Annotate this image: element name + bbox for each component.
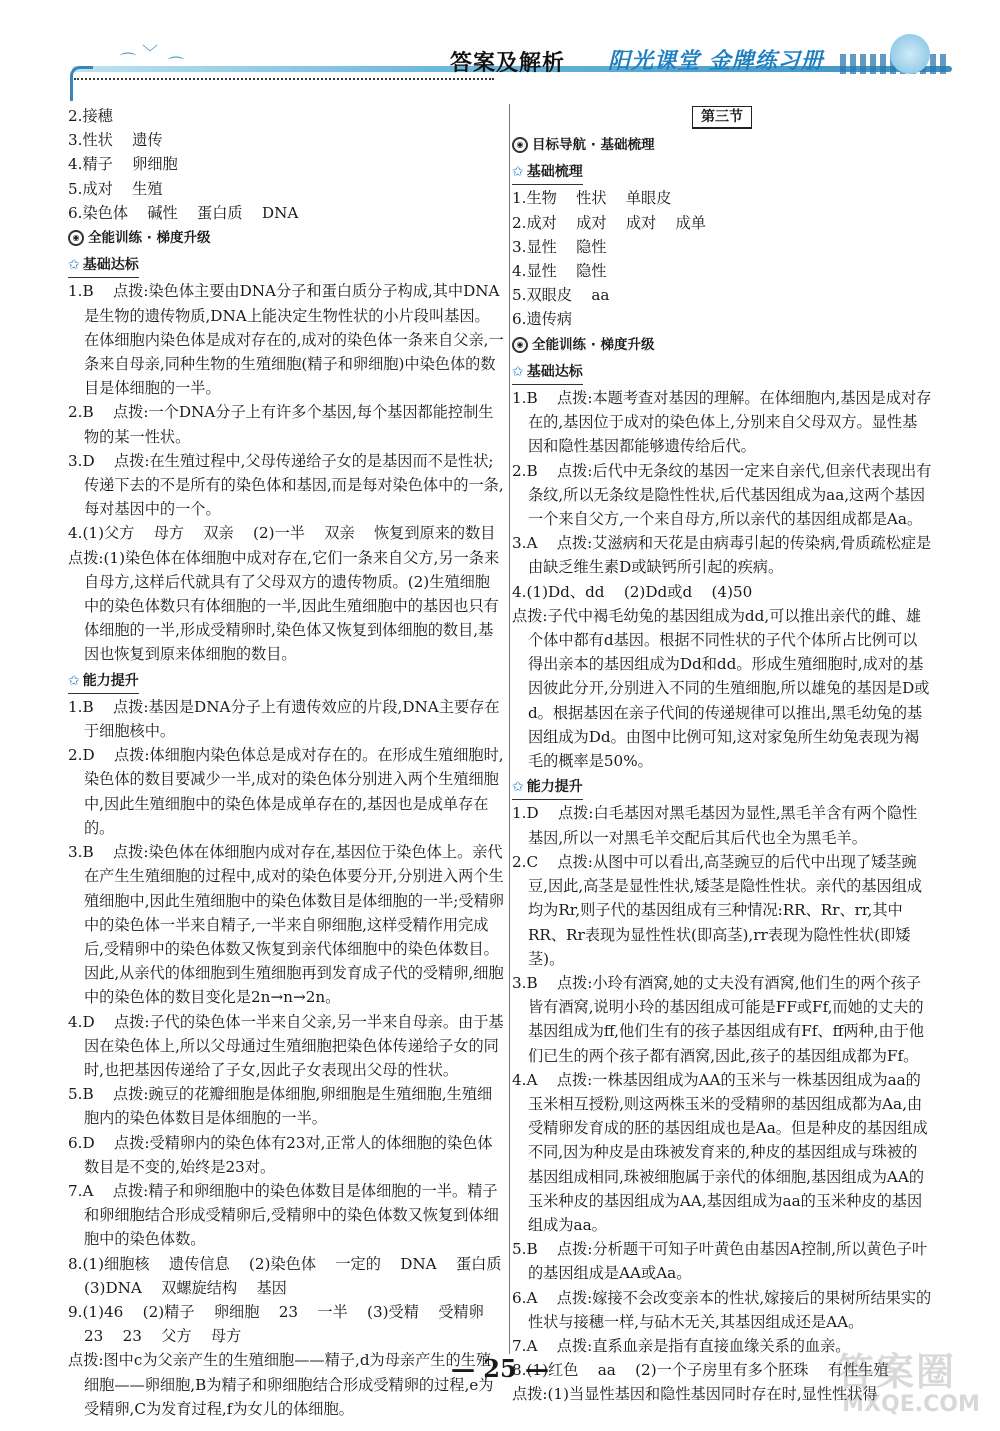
answer-item: 2.成对 成对 成对 成单 [512,213,706,232]
section-title: 第三节 [692,106,752,129]
section-heading-training [68,226,504,250]
bird-icon: ⌒ [120,51,137,70]
answer-explanation: 点拨:子代中褐毛幼兔的基因组成为dd,可以推出亲代的雌、雄个体中都有d基因。根据不同性状的子代个体所占比例可以得出亲本的基因组成为Dd和dd。形成生殖细胞时,成对的基因彼此分开,分别进入不同的生殖细胞,所以雄兔的基因是D或d。根据基因在亲子代间的传递规律可以推出,黑毛幼兔的基因组成为Dd。由图中比例可知,这对家兔所生幼兔表现为褐毛的概率是50%。 [512,606,930,771]
subheading-label: 能力提升 [526,779,583,796]
answer-item: 1.D 点拨:白毛基因对黑毛基因为显性,黑毛羊含有两个隐性基因,所以一对黑毛羊交配后其后代也全为黑毛羊。 [512,804,918,847]
header-dotted-line [74,78,494,80]
answer-explanation: 点拨:(1)染色体在体细胞中成对存在,它们一条来自父方,另一条来自母方,这样后代就具有了父母双方的遗传物质。(2)生殖细胞中的染色体数只有体细胞的一半,因此生殖细胞中的基因也只有体细胞的一半,形成受精卵时,染色体又恢复到体细胞的数目,基因也恢复到原来体细胞的数目。 [68,548,500,664]
answer-item: 2.B 点拨:一个DNA分子上有许多个基因,每个基因都能控制生物的某一性状。 [68,403,494,446]
answer-item: 1.生物 性状 单眼皮 [512,189,672,208]
subheading-review [512,160,583,185]
answer-item: 2.C 点拨:从图中可以看出,高茎豌豆的后代中出现了矮茎豌豆,因此,高茎是显性性状,矮茎是隐性性状。亲代的基因组成均为Rr,则子代的基因组成有三种情况:RR、Rr、rr,其中RR、Rr表现为显性性状(即高茎),rr表现为隐性性状(即矮茎)。 [512,852,923,968]
answer-item: 5.双眼皮 aa [512,286,610,305]
watermark-url: MXQE.COM [842,1392,980,1417]
answer-item: 4.(1)Dd、dd (2)Dd或d (4)50 [512,582,753,601]
answer-item: 3.B 点拨:小玲有酒窝,她的丈夫没有酒窝,他们生的两个孩子皆有酒窝,说明小玲的基因组成可能是FF或Ff,而她的丈夫的基因组成为ff,他们生有的孩子基因组成有Ff、ff两种,由于他们已生的两个孩子都有酒窝,因此,孩子的基因组成都为Ff。 [512,973,925,1065]
star-icon: ✩ [512,779,524,796]
sun-decoration [890,34,930,74]
answer-item: 2.D 点拨:体细胞内染色体总是成对存在的。在形成生殖细胞时,染色体的数目要减少一半,成对的染色体分别进入两个生殖细胞中,因此生殖细胞中的染色体是成单存在的,基因也是成单存在的。 [68,746,504,837]
star-icon: ✩ [68,257,80,274]
subheading-label: 基础达标 [526,363,583,380]
answer-item: 6.A 点拨:嫁接不会改变亲本的性状,嫁接后的果树所结果实的性状与接穗一样,与砧木无关,其基因组成还是AA。 [512,1288,932,1331]
right-column [512,104,932,1407]
left-column [68,104,521,1421]
watermark-logo: 答案圈 [836,1350,957,1394]
answer-item: 5.B 点拨:豌豆的花瓣细胞是体细胞,卵细胞是生殖细胞,生殖细胞内的染色体数目是体细胞的一半。 [68,1085,493,1128]
answer-item: 7.A 点拨:精子和卵细胞中的染色体数目是体细胞的一半。精子和卵细胞结合形成受精卵后,受精卵中的染色体数又恢复到体细胞中的染色体数。 [68,1181,499,1249]
subheading-basic [512,360,583,385]
header-brand: 阳光课堂 金牌练习册 [608,49,824,74]
star-icon: ✩ [512,363,524,380]
subheading-ability [512,775,583,800]
subheading-basic [68,253,139,278]
answer-item: 4.A 点拨:一株基因组成为AA的玉米与一株基因组成为aa的玉米相互授粉,则这两株玉米的受精卵的基因组成都为Aa,由受精卵发育成的胚的基因组成也是Aa。但是种皮的基因组成不同,因为种皮是由珠被发育来的,种皮的基因组成与珠被的基因组成相同,珠被细胞属于亲代的体细胞,基因组成为AA的玉米种皮的基因组成为AA,基因组成为aa的玉米种皮的基因组成为aa。 [512,1070,928,1234]
answer-item: 3.A 点拨:艾滋病和天花是由病毒引起的传染病,骨质疏松症是由缺乏维生素D或缺钙所引起的疾病。 [512,534,932,577]
answer-item: 6.D 点拨:受精卵内的染色体有23对,正常人的体细胞的染色体数目是不变的,始终是23对。 [68,1133,493,1176]
answer-item: 3.性状 遗传 [68,131,163,150]
header-bracket [70,66,93,101]
answer-explanation: 点拨:图中c为父亲产生的生殖细胞——精子,d为母亲产生的生殖细胞——卵细胞,B为精子和卵细胞结合形成受精卵的过程,e为受精卵,C为发育过程,f为女儿的体细胞。 [68,1351,494,1418]
header-title: 答案及解析 [450,51,566,76]
page-header [60,40,960,100]
answer-item: 4.精子 卵细胞 [68,155,178,174]
answer-item: 1.B 点拨:本题考查对基因的理解。在体细胞内,基因是成对存在的,基因位于成对的染色体上,分别来自父母双方。显性基因和隐性基因都能够遗传给后代。 [512,389,932,456]
bird-icon: ﹀ [142,43,159,62]
answer-item: 8.(1)细胞核 遗传信息 (2)染色体 一定的 DNA 蛋白质 (3)DNA 双螺旋结构 基因 [68,1254,521,1297]
column-divider [509,104,510,1354]
answer-explanation: 点拨:(1)当显性基因和隐性基因同时存在时,显性性状得 [512,1385,878,1404]
answer-item: 6.遗传病 [512,310,573,329]
target-icon: ◉ [512,137,528,153]
section-heading-label: 全能训练 · 梯度升级 [532,336,655,353]
answer-item: 5.成对 生殖 [68,179,163,198]
answer-item: 3.B 点拨:染色体在体细胞内成对存在,基因位于染色体上。亲代在产生生殖细胞的过程中,成对的染色体要分开,分别进入两个生殖细胞中,因此生殖细胞中的染色体数目是体细胞的一半;受精卵中的染色体一半来自精子,一半来自卵细胞,这样受精作用完成后,受精卵中的染色体数又恢复到亲代体细胞中的染色体数目。因此,从亲代的体细胞到生殖细胞再到发育成子代的受精卵,细胞中的染色体的数目变化是2n→n→2n。 [68,843,504,1007]
section-heading-label: 目标导航 · 基础梳理 [532,137,655,153]
target-icon: ◉ [68,230,84,246]
star-icon: ✩ [68,672,80,689]
answer-item: 3.D 点拨:在生殖过程中,父母传递给子女的是基因而不是性状;传递下去的不是所有的染色体和基因,而是每对染色体中的一条,每对基因中的一个。 [68,451,504,519]
answer-item: 7.A 点拨:直系血亲是指有直接血缘关系的血亲。 [512,1336,851,1355]
answer-item: 8.(1)红色 aa (2)一个子房里有多个胚珠 有性生殖 [512,1361,889,1380]
answer-item: 9.(1)46 (2)精子 卵细胞 23 一半 (3)受精 受精卵 23 23 父方 母方 [68,1302,504,1346]
answer-item: 4.显性 隐性 [512,262,607,281]
section-heading-label: 全能训练 · 梯度升级 [88,230,211,247]
section-title-wrap [512,104,932,129]
watermark [836,1352,986,1422]
page-number: — 25 — [450,1354,550,1383]
star-icon: ✩ [512,164,524,181]
subheading-ability [68,669,139,694]
subheading-label: 基础梳理 [526,164,583,181]
answer-item: 4.(1)父方 母方 双亲 (2)一半 双亲 恢复到原来的数目 [68,524,496,543]
section-heading-nav [512,133,932,157]
subheading-label: 能力提升 [82,672,139,689]
answer-item: 1.B 点拨:染色体主要由DNA分子和蛋白质分子构成,其中DNA是生物的遗传物质,DNA上能决定生物性状的小片段叫基因。在体细胞内染色体是成对存在的,成对的染色体一条来自父亲,一条来自母亲,同种生物的生殖细胞(精子和卵细胞)中染色体的数目是体细胞的一半。 [68,282,504,398]
answer-item: 6.染色体 碱性 蛋白质 DNA [68,203,299,222]
answer-item: 1.B 点拨:基因是DNA分子上有遗传效应的片段,DNA主要存在于细胞核中。 [68,697,500,741]
answer-item: 5.B 点拨:分析题干可知子叶黄色由基因A控制,所以黄色子叶的基因组成是AA或Aa。 [512,1240,928,1283]
answer-item: 2.B 点拨:后代中无条纹的基因一定来自亲代,但亲代表现出有条纹,所以无条纹是隐性性状,后代基因组成为aa,这两个基因一个来自父方,一个来自母方,所以亲代的基因组成都是Aa。 [512,461,932,529]
section-heading-training [512,333,932,357]
answer-item: 4.D 点拨:子代的染色体一半来自父亲,另一半来自母亲。由于基因在染色体上,所以父母通过生殖细胞把染色体传递给子女的同时,也把基因传递给了子女,因此子女表现出父母的性状。 [68,1012,504,1079]
answer-item: 2.接穗 [68,107,113,125]
bird-icon: ⌒ [168,55,185,74]
answer-item: 3.显性 隐性 [512,237,607,256]
subheading-label: 基础达标 [82,257,139,274]
target-icon: ◉ [512,337,528,353]
